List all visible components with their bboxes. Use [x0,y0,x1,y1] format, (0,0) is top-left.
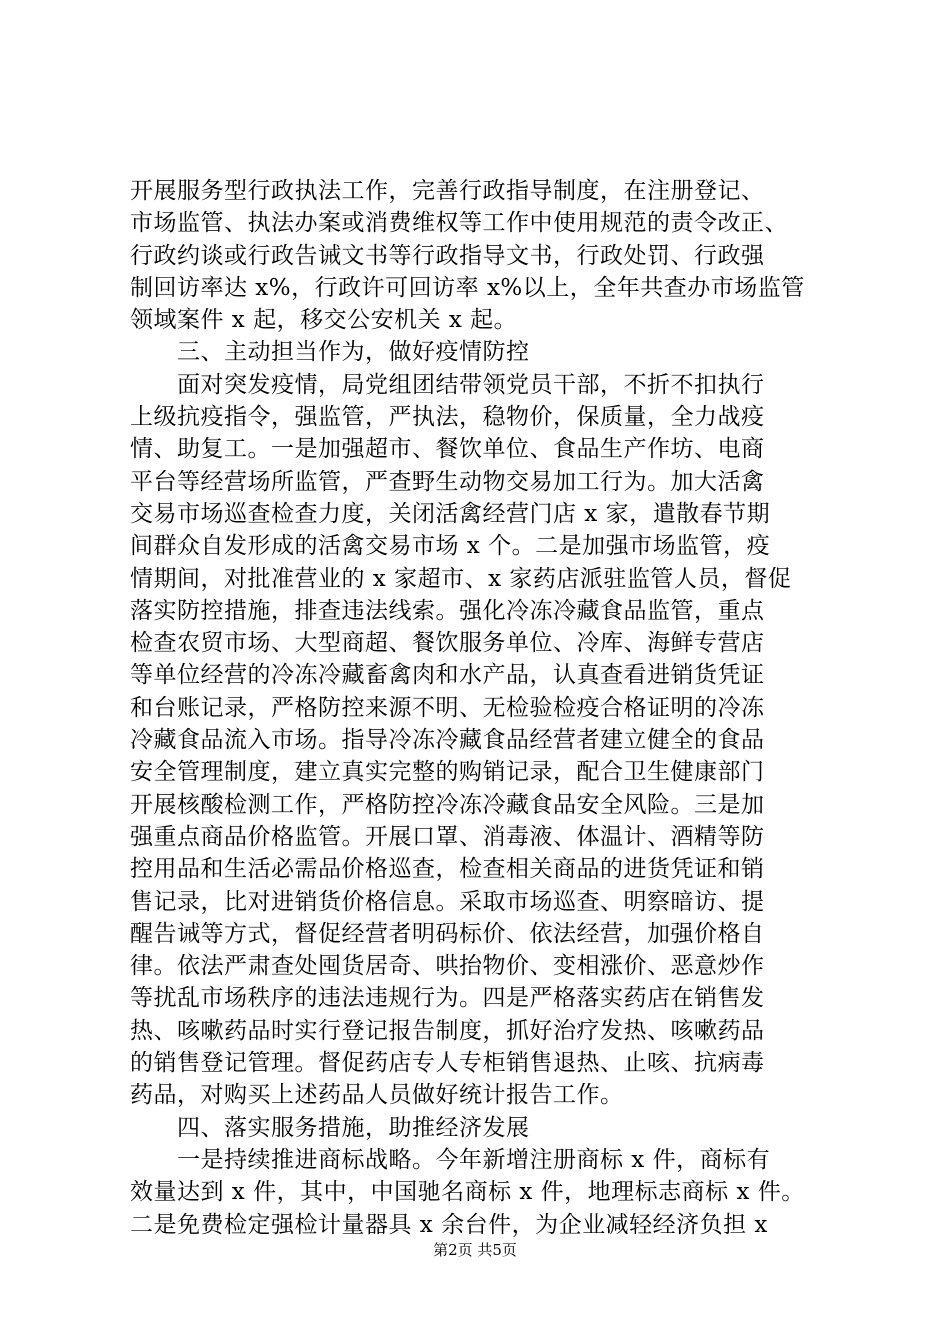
text-line: 交易市场巡查检查力度，关闭活禽经营门店 x 家，遣散春节期 [130,500,771,527]
text-line: 和台账记录，严格防控来源不明、无检验检疫合格证明的冷冻 [130,694,765,721]
text-line: 面对突发疫情，局党组团结带领党员干部，不折不扣执行 [177,371,765,398]
text-line: 热、咳嗽药品时实行登记报告制度，抓好治疗发热、咳嗽药品 [130,1017,765,1044]
section-heading: 三、主动担当作为，做好疫情防控 [177,339,530,366]
text-line: 药品，对购买上述药品人员做好统计报告工作。 [130,1082,624,1109]
text-line: 间群众自发形成的活禽交易市场 x 个。二是加强市场监管，疫 [130,533,771,560]
text-line: 强重点商品价格监管。开展口罩、消毒液、体温计、酒精等防 [130,823,765,850]
text-line: 售记录，比对进销货价格信息。采取市场巡查、明察暗访、提 [130,888,765,915]
text-line: 一是持续推进商标战略。今年新增注册商标 x 件，商标有 [177,1146,771,1173]
text-line: 情期间，对批准营业的 x 家超市、x 家药店派驻监管人员，督促 [130,565,792,592]
text-line: 的销售登记管理。督促药店专人专柜销售退热、止咳、抗病毒 [130,1050,765,1077]
text-line: 控用品和生活必需品价格巡查，检查相关商品的进货凭证和销 [130,856,765,883]
text-line: 等单位经营的冷冻冷藏畜禽肉和水产品，认真查看进销货凭证 [130,662,765,689]
text-line: 开展服务型行政执法工作，完善行政指导制度，在注册登记、 [130,178,765,204]
text-line: 市场监管、执法办案或消费维权等工作中使用规范的责令改正、 [130,210,788,237]
text-line: 领域案件 x 起，移交公安机关 x 起。 [130,307,518,334]
page-footer: 第2页 共5页 [433,1241,517,1259]
text-line: 冷藏食品流入市场。指导冷冻冷藏食品经营者建立健全的食品 [130,727,765,754]
text-line: 上级抗疫指令，强监管，严执法，稳物价，保质量，全力战疫 [130,404,765,431]
section-heading: 四、落实服务措施，助推经济发展 [177,1114,530,1141]
text-line: 制回访率达 x%，行政许可回访率 x%以上，全年共查办市场监管 [130,274,805,301]
text-line: 平台等经营场所监管，严查野生动物交易加工行为。加大活禽 [130,468,765,495]
text-line: 等扰乱市场秩序的违法违规行为。四是严格落实药店在销售发 [130,985,765,1012]
text-line: 安全管理制度，建立真实完整的购销记录，配合卫生健康部门 [130,759,765,786]
text-line: 开展核酸检测工作，严格防控冷冻冷藏食品安全风险。三是加 [130,791,765,818]
text-line: 落实防控措施，排查违法线索。强化冷冻冷藏食品监管，重点 [130,597,765,624]
document-body [130,175,830,1241]
text-line: 醒告诫等方式，督促经营者明码标价、依法经营，加强价格自 [130,920,765,947]
text-line: 情、助复工。一是加强超市、餐饮单位、食品生产作坊、电商 [130,436,765,463]
text-line: 效量达到 x 件，其中，中国驰名商标 x 件，地理标志商标 x 件。 [130,1179,805,1206]
text-line: 二是免费检定强检计量器具 x 余台件，为企业减轻经济负担 x [130,1211,768,1238]
text-line: 行政约谈或行政告诫文书等行政指导文书，行政处罚、行政强 [130,242,765,269]
text-line: 律。依法严肃查处囤货居奇、哄抬物价、变相涨价、恶意炒作 [130,953,765,980]
text-line: 检查农贸市场、大型商超、餐饮服务单位、冷库、海鲜专营店 [130,630,765,657]
